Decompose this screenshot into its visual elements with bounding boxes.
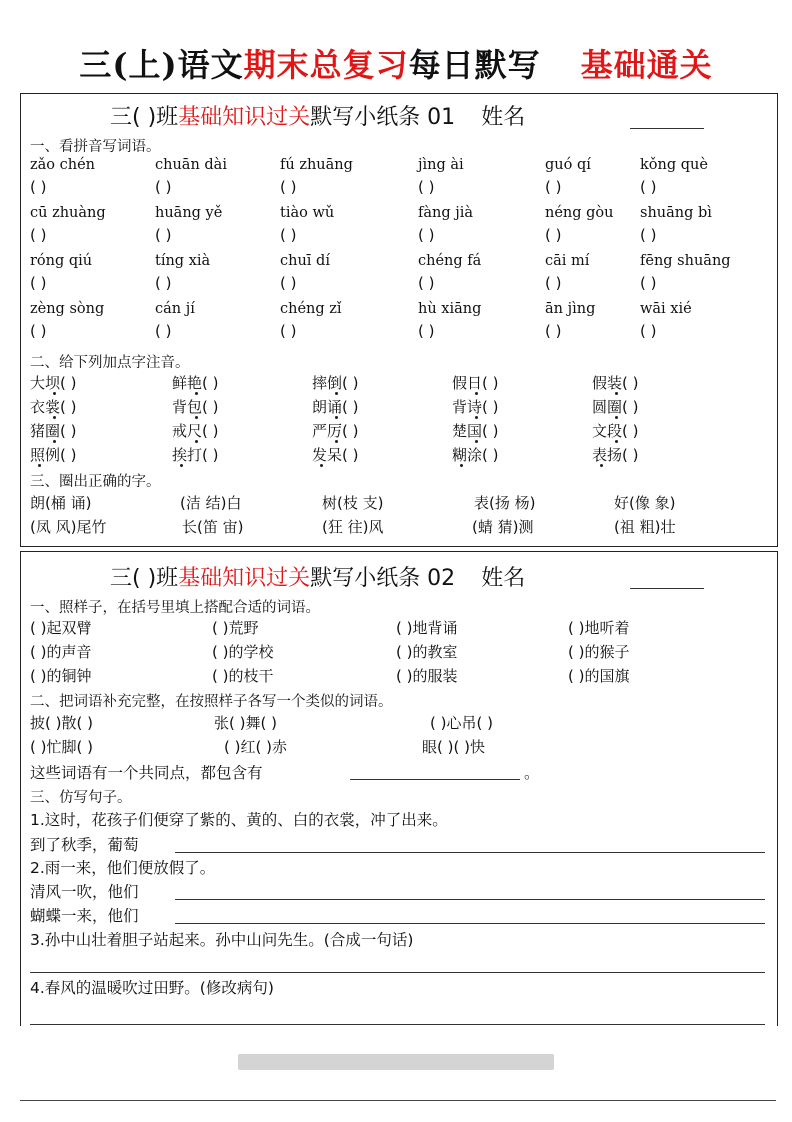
pinyin-label: zèng sòng — [30, 301, 105, 317]
section1-title: 一、看拼音写词语。 — [30, 139, 161, 155]
emphasis-dot — [195, 416, 198, 419]
match-item[interactable]: ( )地听着 — [568, 619, 630, 637]
answer-paren[interactable]: ( ) — [640, 274, 657, 292]
idiom-fill[interactable]: 披( )散( ) — [30, 714, 93, 732]
answer-paren[interactable]: ( ) — [280, 226, 297, 244]
bottom-rule — [20, 1100, 776, 1101]
emphasis-dot — [195, 440, 198, 443]
zhuyin-item[interactable]: 猪圈( ) — [30, 422, 77, 440]
answer-paren[interactable]: ( ) — [280, 178, 297, 196]
pinyin-label: hù xiāng — [418, 301, 482, 317]
match-item[interactable]: ( )的铜钟 — [30, 667, 92, 685]
answer-paren[interactable]: ( ) — [30, 226, 47, 244]
match-item[interactable]: ( )的声音 — [30, 643, 92, 661]
zhuyin-item[interactable]: 糊涂( ) — [452, 446, 499, 464]
zhuyin-item[interactable]: 大坝( ) — [30, 374, 77, 392]
title-part3: 每日默写 — [408, 46, 541, 84]
circle-choice[interactable]: (祖 粗)壮 — [614, 518, 676, 536]
emphasis-dot — [335, 416, 338, 419]
sheet2-header — [110, 561, 525, 592]
circle-choice[interactable]: (蜻 猜)测 — [472, 518, 534, 536]
pinyin-label: chuī dí — [280, 253, 330, 269]
answer-paren[interactable]: ( ) — [640, 226, 657, 244]
blurred-watermark — [238, 1054, 554, 1070]
pinyin-label: wāi xié — [640, 301, 692, 317]
pinyin-label: cū zhuàng — [30, 205, 106, 221]
pinyin-label: shuāng bì — [640, 205, 712, 221]
circle-choice[interactable]: 朗(桶 诵) — [30, 494, 92, 512]
pinyin-label: cán jí — [155, 301, 195, 317]
sheet1-topic: 基础知识过关 — [178, 105, 311, 130]
sheet1-header — [110, 100, 525, 131]
emphasis-dot — [475, 440, 478, 443]
zhuyin-item[interactable]: 背包( ) — [172, 398, 219, 416]
emphasis-dot — [460, 464, 463, 467]
emphasis-dot — [600, 464, 603, 467]
name-label: 姓名 — [481, 105, 526, 130]
sentence-2b-blank[interactable] — [175, 923, 765, 924]
sentence-4: 4.春风的温暖吹过田野。(修改病句) — [30, 979, 274, 997]
s2-section1-title: 一、照样子，在括号里填上搭配合适的词语。 — [30, 600, 320, 616]
emphasis-dot — [615, 392, 618, 395]
zhuyin-item[interactable]: 文段( ) — [592, 422, 639, 440]
zhuyin-item[interactable]: 表扬( ) — [592, 446, 639, 464]
class-label: 三( )班 — [110, 566, 179, 591]
name-blank[interactable] — [630, 588, 704, 589]
pinyin-label: fú zhuāng — [280, 157, 353, 173]
sentence-1-prompt: 到了秋季，葡萄 — [30, 836, 139, 854]
zhuyin-item[interactable]: 鲜艳( ) — [172, 374, 219, 392]
zhuyin-item[interactable]: 摔倒( ) — [312, 374, 359, 392]
match-item[interactable]: ( )的服装 — [396, 667, 458, 685]
emphasis-dot — [180, 464, 183, 467]
pinyin-label: fēng shuāng — [640, 253, 731, 269]
answer-paren[interactable]: ( ) — [155, 322, 172, 340]
answer-paren[interactable]: ( ) — [30, 274, 47, 292]
match-item[interactable]: ( )的猴子 — [568, 643, 630, 661]
sentence-3-blank[interactable] — [30, 972, 765, 973]
title-part1: 三(上)语文 — [79, 46, 244, 84]
emphasis-dot — [615, 440, 618, 443]
pinyin-label: néng gòu — [545, 205, 614, 221]
idiom-fill[interactable]: 眼( )( )快 — [422, 738, 485, 756]
answer-paren[interactable]: ( ) — [280, 274, 297, 292]
emphasis-dot — [615, 416, 618, 419]
answer-paren[interactable]: ( ) — [640, 322, 657, 340]
pinyin-label: cāi mí — [545, 253, 590, 269]
section3-title: 三、圈出正确的字。 — [30, 474, 161, 490]
sentence-2-prompt-a: 清风一吹，他们 — [30, 883, 139, 901]
answer-paren[interactable]: ( ) — [155, 274, 172, 292]
s2-section2-title: 二、把词语补充完整，在按照样子各写一个类似的词语。 — [30, 694, 393, 710]
section2-title: 二、给下列加点字注音。 — [30, 355, 190, 371]
answer-paren[interactable]: ( ) — [545, 178, 562, 196]
zhuyin-item[interactable]: 衣裳( ) — [30, 398, 77, 416]
answer-paren[interactable]: ( ) — [280, 322, 297, 340]
pinyin-label: guó qí — [545, 157, 591, 173]
title-highlight: 期末总复习 — [243, 46, 409, 84]
s2-section3-title: 三、仿写句子。 — [30, 790, 132, 806]
sentence-2a-blank[interactable] — [175, 899, 765, 900]
sentence-1: 1.这时，花孩子们便穿了紫的、黄的、白的衣裳，冲了出来。 — [30, 811, 448, 829]
idiom-fill[interactable]: 张( )舞( ) — [214, 714, 277, 732]
match-item[interactable]: ( )的学校 — [212, 643, 274, 661]
emphasis-dot — [38, 464, 41, 467]
emphasis-dot — [335, 392, 338, 395]
sentence-1-blank[interactable] — [175, 852, 765, 853]
pinyin-label: huāng yě — [155, 205, 223, 221]
idiom-fill[interactable]: ( )红( )赤 — [224, 738, 287, 756]
emphasis-dot — [195, 392, 198, 395]
zhuyin-item[interactable]: 发呆( ) — [312, 446, 359, 464]
period: 。 — [524, 764, 540, 782]
pinyin-label: ān jìng — [545, 301, 596, 317]
idiom-fill[interactable]: ( )忙脚( ) — [30, 738, 93, 756]
sentence-4-blank[interactable] — [30, 1024, 765, 1025]
answer-paren[interactable]: ( ) — [640, 178, 657, 196]
sentence-2-prompt-b: 蝴蝶一来，他们 — [30, 907, 139, 925]
pinyin-label: fàng jià — [418, 205, 474, 221]
circle-choice[interactable]: (凤 风)尾竹 — [30, 518, 107, 536]
answer-paren[interactable]: ( ) — [30, 178, 47, 196]
zhuyin-item[interactable]: 戒尺( ) — [172, 422, 219, 440]
idiom-fill[interactable]: ( )心吊( ) — [430, 714, 493, 732]
zhuyin-item[interactable]: 挨打( ) — [172, 446, 219, 464]
emphasis-dot — [53, 416, 56, 419]
emphasis-dot — [475, 416, 478, 419]
name-blank[interactable] — [630, 128, 704, 129]
match-item[interactable]: ( )的枝干 — [212, 667, 274, 685]
answer-paren[interactable]: ( ) — [545, 226, 562, 244]
title-badge: 基础通关 — [580, 46, 713, 84]
sheet2-number: 默写小纸条 02 — [310, 566, 456, 591]
zhuyin-item[interactable]: 背诗( ) — [452, 398, 499, 416]
match-item[interactable]: ( )的国旗 — [568, 667, 630, 685]
sheet1-number: 默写小纸条 01 — [310, 105, 456, 130]
emphasis-dot — [475, 392, 478, 395]
answer-paren[interactable]: ( ) — [418, 226, 435, 244]
circle-choice[interactable]: 长(笛 宙) — [182, 518, 244, 536]
answer-paren[interactable]: ( ) — [155, 178, 172, 196]
pinyin-label: tiào wǔ — [280, 205, 335, 221]
circle-choice[interactable]: 表(扬 杨) — [474, 494, 536, 512]
zhuyin-item[interactable]: 假装( ) — [592, 374, 639, 392]
answer-paren[interactable]: ( ) — [418, 274, 435, 292]
emphasis-dot — [335, 440, 338, 443]
emphasis-dot — [320, 464, 323, 467]
sheet2-topic: 基础知识过关 — [178, 566, 311, 591]
answer-paren[interactable]: ( ) — [418, 322, 435, 340]
answer-paren[interactable]: ( ) — [545, 274, 562, 292]
answer-paren[interactable]: ( ) — [155, 226, 172, 244]
match-item[interactable]: ( )起双臂 — [30, 619, 92, 637]
zhuyin-item[interactable]: 照例( ) — [30, 446, 77, 464]
class-label: 三( )班 — [110, 105, 179, 130]
pinyin-label: zǎo chén — [30, 157, 96, 173]
zhuyin-item[interactable]: 圆圈( ) — [592, 398, 639, 416]
zhuyin-item[interactable]: 朗诵( ) — [312, 398, 359, 416]
circle-choice[interactable]: 好(像 象) — [614, 494, 676, 512]
pinyin-label: chéng fá — [418, 253, 482, 269]
match-item[interactable]: ( )的教室 — [396, 643, 458, 661]
sentence-3: 3.孙中山壮着胆子站起来。孙中山问先生。(合成一句话) — [30, 931, 414, 949]
match-item[interactable]: ( )荒野 — [212, 619, 259, 637]
circle-choice[interactable]: 树(枝 支) — [322, 494, 384, 512]
emphasis-dot — [53, 440, 56, 443]
circle-choice[interactable]: (洁 结)白 — [180, 494, 242, 512]
zhuyin-item[interactable]: 假日( ) — [452, 374, 499, 392]
match-item[interactable]: ( )地背诵 — [396, 619, 458, 637]
pinyin-label: róng qiú — [30, 253, 93, 269]
common-point-prompt: 这些词语有一个共同点，都包含有 — [30, 764, 263, 782]
page-title — [0, 40, 792, 86]
pinyin-label: kǒng què — [640, 157, 708, 173]
answer-paren[interactable]: ( ) — [545, 322, 562, 340]
zhuyin-item[interactable]: 严厉( ) — [312, 422, 359, 440]
answer-paren[interactable]: ( ) — [418, 178, 435, 196]
name-label: 姓名 — [481, 566, 526, 591]
circle-choice[interactable]: (狂 往)风 — [322, 518, 384, 536]
zhuyin-item[interactable]: 楚国( ) — [452, 422, 499, 440]
sentence-2: 2.雨一来，他们便放假了。 — [30, 859, 216, 877]
answer-paren[interactable]: ( ) — [30, 322, 47, 340]
emphasis-dot — [53, 392, 56, 395]
pinyin-label: jìng ài — [418, 157, 464, 173]
pinyin-label: tíng xià — [155, 253, 211, 269]
pinyin-label: chéng zǐ — [280, 301, 342, 317]
common-point-blank[interactable] — [350, 779, 520, 780]
pinyin-label: chuān dài — [155, 157, 227, 173]
